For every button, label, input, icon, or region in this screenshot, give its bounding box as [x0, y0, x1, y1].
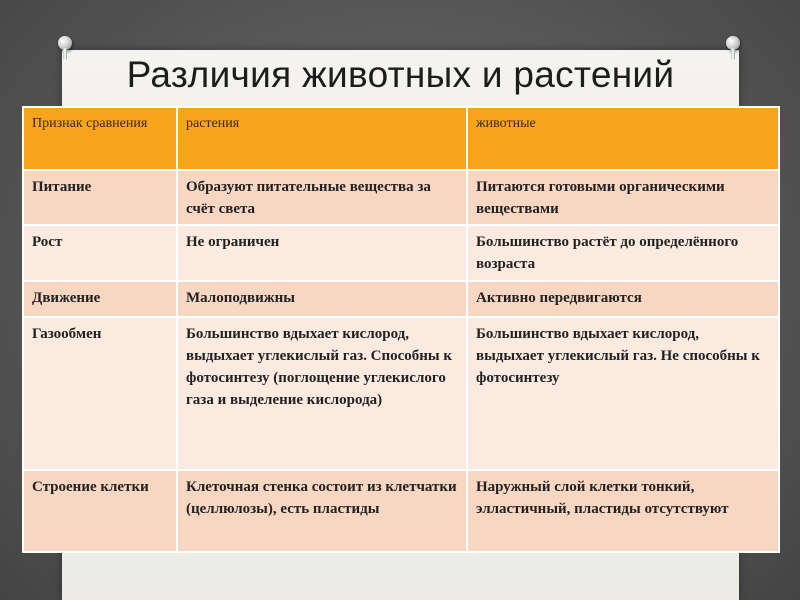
- header-cell-animals: животные: [467, 107, 779, 170]
- row-plants-cell: Не ограничен: [177, 225, 467, 281]
- row-animals-cell: Активно передвигаются: [467, 281, 779, 317]
- row-plants-cell: Клеточная стенка состоит из клетчатки (целлюлозы), есть пластиды: [177, 470, 467, 552]
- table-row: [23, 470, 779, 552]
- row-feature-cell: Рост: [23, 225, 177, 281]
- row-plants-cell: Малоподвижны: [177, 281, 467, 317]
- table-row: [23, 317, 779, 470]
- row-feature-cell: Питание: [23, 170, 177, 225]
- row-feature-cell: Строение клетки: [23, 470, 177, 552]
- table-row: [23, 225, 779, 281]
- row-animals-cell: Наружный слой клетки тонкий, элластичный, пластиды отсутствуют: [467, 470, 779, 552]
- header-cell-plants: растения: [177, 107, 467, 170]
- row-animals-cell: Большинство растёт до определённого возраста: [467, 225, 779, 281]
- row-plants-cell: Большинство вдыхает кислород, выдыхает углекислый газ. Способны к фотосинтезу (поглощение углекислого газа и выделение кислорода): [177, 317, 467, 470]
- row-feature-cell: Движение: [23, 281, 177, 317]
- pushpin-icon: [58, 36, 72, 50]
- table-header-row: [23, 107, 779, 170]
- row-animals-cell: Большинство вдыхает кислород, выдыхает углекислый газ. Не способны к фотосинтезу: [467, 317, 779, 470]
- page-title: Различия животных и растений: [126, 54, 675, 95]
- row-animals-cell: Питаются готовыми органическими веществами: [467, 170, 779, 225]
- table-row: [23, 281, 779, 317]
- header-cell-feature: Признак сравнения: [23, 107, 177, 170]
- row-plants-cell: Образуют питательные вещества за счёт света: [177, 170, 467, 225]
- table-row: [23, 170, 779, 225]
- comparison-table: [22, 106, 780, 553]
- row-feature-cell: Газообмен: [23, 317, 177, 470]
- pushpin-icon: [726, 36, 740, 50]
